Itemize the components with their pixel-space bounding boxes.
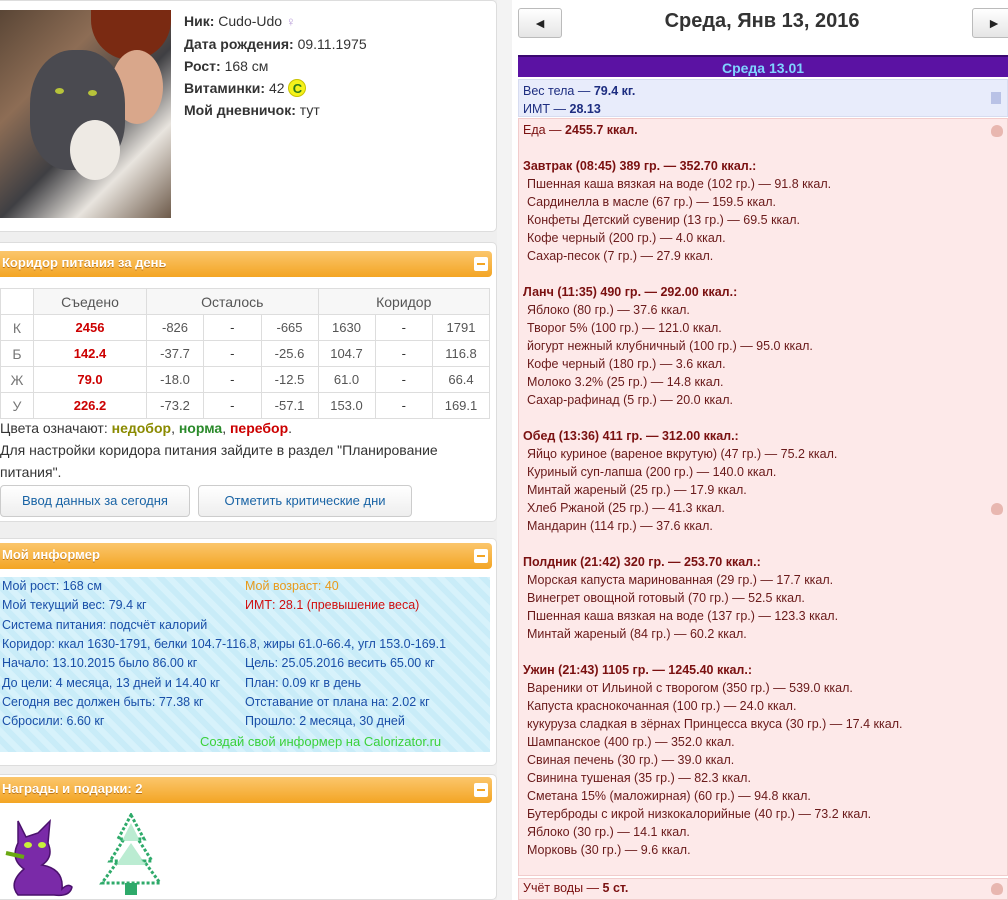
informer-corridor: Коридор: ккал 1630-1791, белки 104.7-116.8, жиры 61.0-66.4, угл 153.0-169.1 [2,637,447,651]
table-row [1,341,490,367]
diary-panel [512,0,1008,900]
legend-over: перебор [229,420,289,436]
collapse-icon[interactable] [474,257,488,271]
meal-title: Завтрак (08:45) 389 гр. — 352.70 ккал.: [523,159,757,173]
table-row [1,315,490,341]
next-day-button[interactable]: ► [972,8,1008,38]
dash: - [204,341,262,367]
edit-hand-icon[interactable] [991,503,1003,515]
informer-widget[interactable] [0,577,490,752]
scale-icon [991,92,1001,104]
food-item: Минтай жареный (25 гр.) — 17.9 ккал. [527,483,747,497]
row-label: К [1,315,34,341]
bmi-value: 28.13 [569,102,601,116]
informer-passed: Прошло: 2 месяца, 30 дней [245,714,405,728]
christmas-tree-award-icon[interactable] [98,813,164,897]
food-item: Кофе черный (180 гр.) — 3.6 ккал. [527,357,726,371]
dash: - [375,341,433,367]
left-max: -57.1 [261,393,318,419]
food-item: Минтай жареный (84 гр.) — 60.2 ккал. [527,627,747,641]
left-max: -665 [261,315,318,341]
informer-goal: Цель: 25.05.2016 весить 65.00 кг [245,656,435,670]
diary-link[interactable]: тут [299,102,320,118]
eaten-value: 142.4 [34,341,147,367]
dash: - [375,393,433,419]
meal-title: Ланч (11:35) 490 гр. — 292.00 ккал.: [523,285,738,299]
dash: - [204,315,262,341]
date-title: Среда, Янв 13, 2016 [664,10,860,32]
food-item: Яблоко (80 гр.) — 37.6 ккал. [527,303,690,317]
food-item: Кофе черный (200 гр.) — 4.0 ккал. [527,231,726,245]
informer-card [0,538,497,766]
awards-title: Награды и подарки: 2 [2,781,143,796]
food-item: Сметана 15% (маложирная) (60 гр.) — 94.8 ккал. [527,789,811,803]
corridor-min: 61.0 [318,367,375,393]
dash: - [204,393,262,419]
corridor-max: 1791 [433,315,490,341]
left-min: -37.7 [147,341,204,367]
informer-header [0,543,492,569]
prev-day-button[interactable]: ◄ [518,8,562,38]
purple-cat-award-icon[interactable] [4,813,76,897]
food-item: Морская капуста маринованная (29 гр.) — 17.7 ккал. [527,573,834,587]
food-item: Молоко 3.2% (25 гр.) — 14.8 ккал. [527,375,724,389]
informer-start: Начало: 13.10.2015 было 86.00 кг [2,656,198,670]
food-item: Пшенная каша вязкая на воде (137 гр.) — 123.3 ккал. [527,609,839,623]
informer-system: Система питания: подсчёт калорий [2,618,208,632]
corridor-title: Коридор питания за день [2,255,167,270]
food-item: Свинина тушеная (35 гр.) — 82.3 ккал. [527,771,751,785]
left-min: -73.2 [147,393,204,419]
eaten-value: 226.2 [34,393,147,419]
avatar[interactable] [0,10,171,218]
informer-today-weight: Сегодня вес должен быть: 77.38 кг [2,695,204,709]
food-item: Яблоко (30 гр.) — 14.1 ккал. [527,825,690,839]
informer-bmi: ИМТ: 28.1 (превышение веса) [245,598,420,612]
eaten-value: 79.0 [34,367,147,393]
left-max: -12.5 [261,367,318,393]
header-eaten: Съедено [34,289,147,315]
nick-label: Ник: [184,13,215,29]
corridor-max: 116.8 [433,341,490,367]
food-item: кукуруза сладкая в зёрнах Принцесса вкуса (30 гр.) — 17.4 ккал. [527,717,903,731]
birth-value: 09.11.1975 [297,36,367,52]
header-left: Осталось [147,289,319,315]
weight-label: Вес тела — [523,84,591,98]
food-item: Сахар-рафинад (5 гр.) — 20.0 ккал. [527,393,733,407]
left-max: -25.6 [261,341,318,367]
water-value: 5 ст. [602,881,629,895]
edit-hand-icon[interactable] [991,883,1003,895]
informer-weight: Мой текущий вес: 79.4 кг [2,598,147,612]
corridor-header [0,251,492,277]
food-item: Капуста краснокочанная (100 гр.) — 24.0 ккал. [527,699,797,713]
food-item: Творог 5% (100 гр.) — 121.0 ккал. [527,321,722,335]
header-corridor: Коридор [318,289,490,315]
food-label: Еда — [523,123,562,137]
row-label: Ж [1,367,34,393]
food-item: Бутерброды с икрой низкокалорийные (40 гр.) — 73.2 ккал. [527,807,872,821]
legend-norm: норма [178,420,223,436]
collapse-icon[interactable] [474,549,488,563]
informer-lag: Отставание от плана на: 2.02 кг [245,695,430,709]
weight-value: 79.4 кг. [593,84,636,98]
row-label: Б [1,341,34,367]
food-item: Свиная печень (30 гр.) — 39.0 ккал. [527,753,735,767]
corridor-min: 1630 [318,315,375,341]
vitamins-label: Витаминки: [184,80,266,96]
meal-title: Полдник (21:42) 320 гр. — 253.70 ккал.: [523,555,761,569]
corridor-max: 66.4 [433,367,490,393]
informer-lost: Сбросили: 6.60 кг [2,714,105,728]
food-item: Сахар-песок (7 гр.) — 27.9 ккал. [527,249,714,263]
female-icon: ♀ [286,14,296,29]
meal-title: Ужин (21:43) 1105 гр. — 1245.40 ккал.: [523,663,752,677]
edit-hand-icon[interactable] [991,125,1003,137]
bmi-label: ИМТ — [523,102,567,116]
color-legend: Цвета означают: недобор, норма, перебор. [0,420,293,436]
birth-label: Дата рождения: [184,36,294,52]
height-value: 168 см [224,58,269,74]
left-column [0,0,497,900]
food-item: Шампанское (400 гр.) — 352.0 ккал. [527,735,735,749]
vitamins-value: 42 [268,80,285,96]
food-item: Яйцо куриное (вареное вкрутую) (47 гр.) — 75.2 ккал. [527,447,838,461]
table-header-row [1,289,490,315]
corridor-max: 169.1 [433,393,490,419]
food-item: Морковь (30 гр.) — 9.6 ккал. [527,843,691,857]
informer-plan: План: 0.09 кг в день [245,676,362,690]
enter-today-data-button[interactable]: Ввод данных за сегодня [0,485,190,517]
informer-height: Мой рост: 168 см [2,579,102,593]
vitamin-c-badge-icon[interactable]: C [288,79,306,97]
water-label: Учёт воды — [523,881,600,895]
food-item: Мандарин (114 гр.) — 37.6 ккал. [527,519,713,533]
table-row [1,393,490,419]
food-block[interactable] [518,118,1008,876]
informer-title: Мой информер [2,547,100,562]
awards-card [0,774,497,900]
meals-list [523,157,1003,859]
collapse-icon[interactable] [474,783,488,797]
left-min: -18.0 [147,367,204,393]
profile-card [0,0,497,232]
water-block[interactable] [518,878,1008,900]
dash: - [375,315,433,341]
food-item: йогурт нежный клубничный (100 гр.) — 95.0 ккал. [527,339,813,353]
dash: - [375,367,433,393]
food-total: 2455.7 ккал. [565,123,638,137]
row-label: У [1,393,34,419]
meal-title: Обед (13:36) 411 гр. — 312.00 ккал.: [523,429,739,443]
eaten-value: 2456 [34,315,147,341]
awards-header [0,777,492,803]
left-min: -826 [147,315,204,341]
informer-to-goal: До цели: 4 месяца, 13 дней и 14.40 кг [2,676,221,690]
nick-value: Cudo-Udo [218,13,283,29]
corridor-min: 153.0 [318,393,375,419]
corridor-table [0,288,490,419]
day-bar: Среда 13.01 [518,55,1008,77]
corridor-note-2: питания". [0,464,62,480]
food-item: Вареники от Ильиной с творогом (350 гр.) — 539.0 ккал. [527,681,853,695]
food-item: Конфеты Детский сувенир (13 гр.) — 69.5 ккал. [527,213,801,227]
food-item: Винегрет овощной готовый (70 гр.) — 52.5 ккал. [527,591,805,605]
food-item: Куриный суп-лапша (200 гр.) — 140.0 ккал. [527,465,777,479]
mark-critical-days-button[interactable]: Отметить критические дни [198,485,412,517]
dash: - [204,367,262,393]
food-item: Хлеб Ржаной (25 гр.) — 41.3 ккал. [527,501,725,515]
corridor-note: Для настройки коридора питания зайдите в раздел "Планирование [0,442,438,458]
legend-under: недобор [111,420,172,436]
legend-prefix: Цвета означают: [0,420,108,436]
food-item: Пшенная каша вязкая на воде (102 гр.) — 91.8 ккал. [527,177,832,191]
weight-block[interactable] [518,79,1008,117]
informer-create-link[interactable]: Создай свой информер на Calorizator.ru [200,734,442,749]
corridor-min: 104.7 [318,341,375,367]
corridor-card [0,242,497,522]
height-label: Рост: [184,58,221,74]
food-item: Сардинелла в масле (67 гр.) — 159.5 ккал. [527,195,776,209]
diary-label: Мой дневничок: [184,102,296,118]
table-row [1,367,490,393]
informer-age: Мой возраст: 40 [245,579,339,593]
